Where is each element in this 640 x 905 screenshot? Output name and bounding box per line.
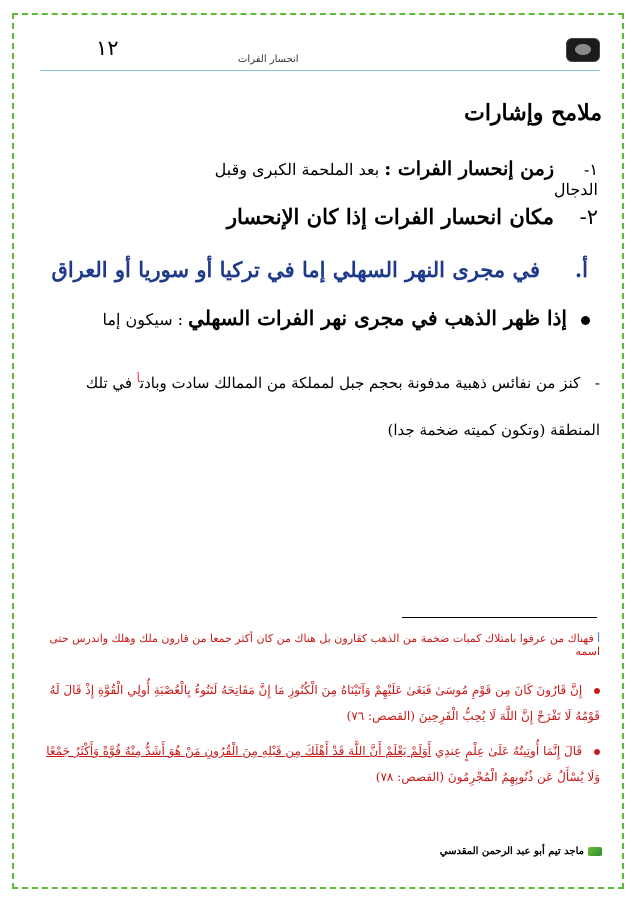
body-paragraph [55,356,600,454]
item-value: بعد الملحمة الكبرى وقبل الدجال [214,160,598,199]
footnote-mark: أ [597,634,600,645]
section-heading: ملامح وإشارات [464,100,602,126]
header-title: انحسار الفرات [238,54,299,65]
page-number: ١٢ [96,36,119,60]
verse-text-after: وَلَا يُسْأَلُ عَن ذُنُوبِهِمُ الْمُجْرِمُونَ [447,770,600,784]
paragraph-text-after: في تلك المنطقة (وتكون كميته ضخمة جدا) [85,374,600,439]
verse-text-before: قَالَ إِنَّمَا أُوتِيتُهُ عَلَىٰ عِلْمٍ عِندِي [434,744,583,758]
header-divider [40,70,600,71]
bullet-icon [581,316,590,325]
footnote-text: فهناك من عرفوا بامتلاك كميات ضخمة من الذهب كقارون بل هناك من كان أكثر جمعا من قارون ملك وهلك واندرس حتى اسمه [49,632,600,658]
bullet-value: : سيكون إما [102,310,184,329]
item-number: ١- [584,160,598,179]
footnote [40,632,600,658]
bullet-item [103,306,590,330]
verse-reference: (القصص: ٧٦) [346,709,415,723]
list-item-2 [227,204,598,229]
bullet-label: إذا ظهر الذهب في مجرى نهر الفرات السهلي [188,306,567,330]
quran-verse-1 [45,677,600,729]
verse-bullet-icon [594,688,600,694]
verse-text-underlined: أَوَلَمْ يَعْلَمْ أَنَّ اللَّهَ قَدْ أَهْلَكَ مِن قَبْلِهِ مِنَ الْقُرُونِ مَنْ هُوَ أَشَدُّ مِنْهُ قُوَّةً وَأَكْثَرُ جَمْعًا [46,744,432,758]
item-label: مكان انحسار الفرات إذا كان الإنحسار [226,204,554,229]
paragraph-dash: - [594,374,600,392]
author-credit [440,846,602,857]
footnote-divider [402,617,597,618]
verse-bullet-icon [594,749,600,755]
item-label: زمن إنحسار الفرات : [384,158,554,180]
paragraph-text-before: كنز من نفائس ذهبية مدفونة بحجم جبل لمملكة من الممالك سادت وبادت [139,374,581,392]
list-item-1 [178,158,598,199]
sub-item-a [52,257,588,282]
footnote-ref[interactable]: أ [136,374,140,385]
quran-verse-2 [45,738,600,790]
verse-text: إِنَّ قَارُونَ كَانَ مِن قَوْمِ مُوسَىٰ فَبَغَىٰ عَلَيْهِمْ وَآتَيْنَاهُ مِنَ الْكُنُوزِ مَا إِنَّ مَفَاتِحَهُ لَتَنُوءُ بِالْعُصْبَةِ أُولِي الْقُوَّةِ إِذْ قَالَ لَهُ قَوْمُهُ لَا تَفْرَحْ إِنَّ اللَّهَ لَا يُحِبُّ الْفَرِحِينَ [49,683,600,723]
sub-item-letter: أ. [574,257,588,282]
verse-reference: (القصص: ٧٨) [375,770,445,784]
sub-item-text: في مجرى النهر السهلي إما في تركيا أو سوريا أو العراق [51,257,540,282]
item-number: ٢- [579,205,598,229]
logo-icon [566,38,600,62]
pen-icon [588,847,602,856]
author-name: ماجد تيم أبو عبد الرحمن المقدسي [439,846,584,857]
